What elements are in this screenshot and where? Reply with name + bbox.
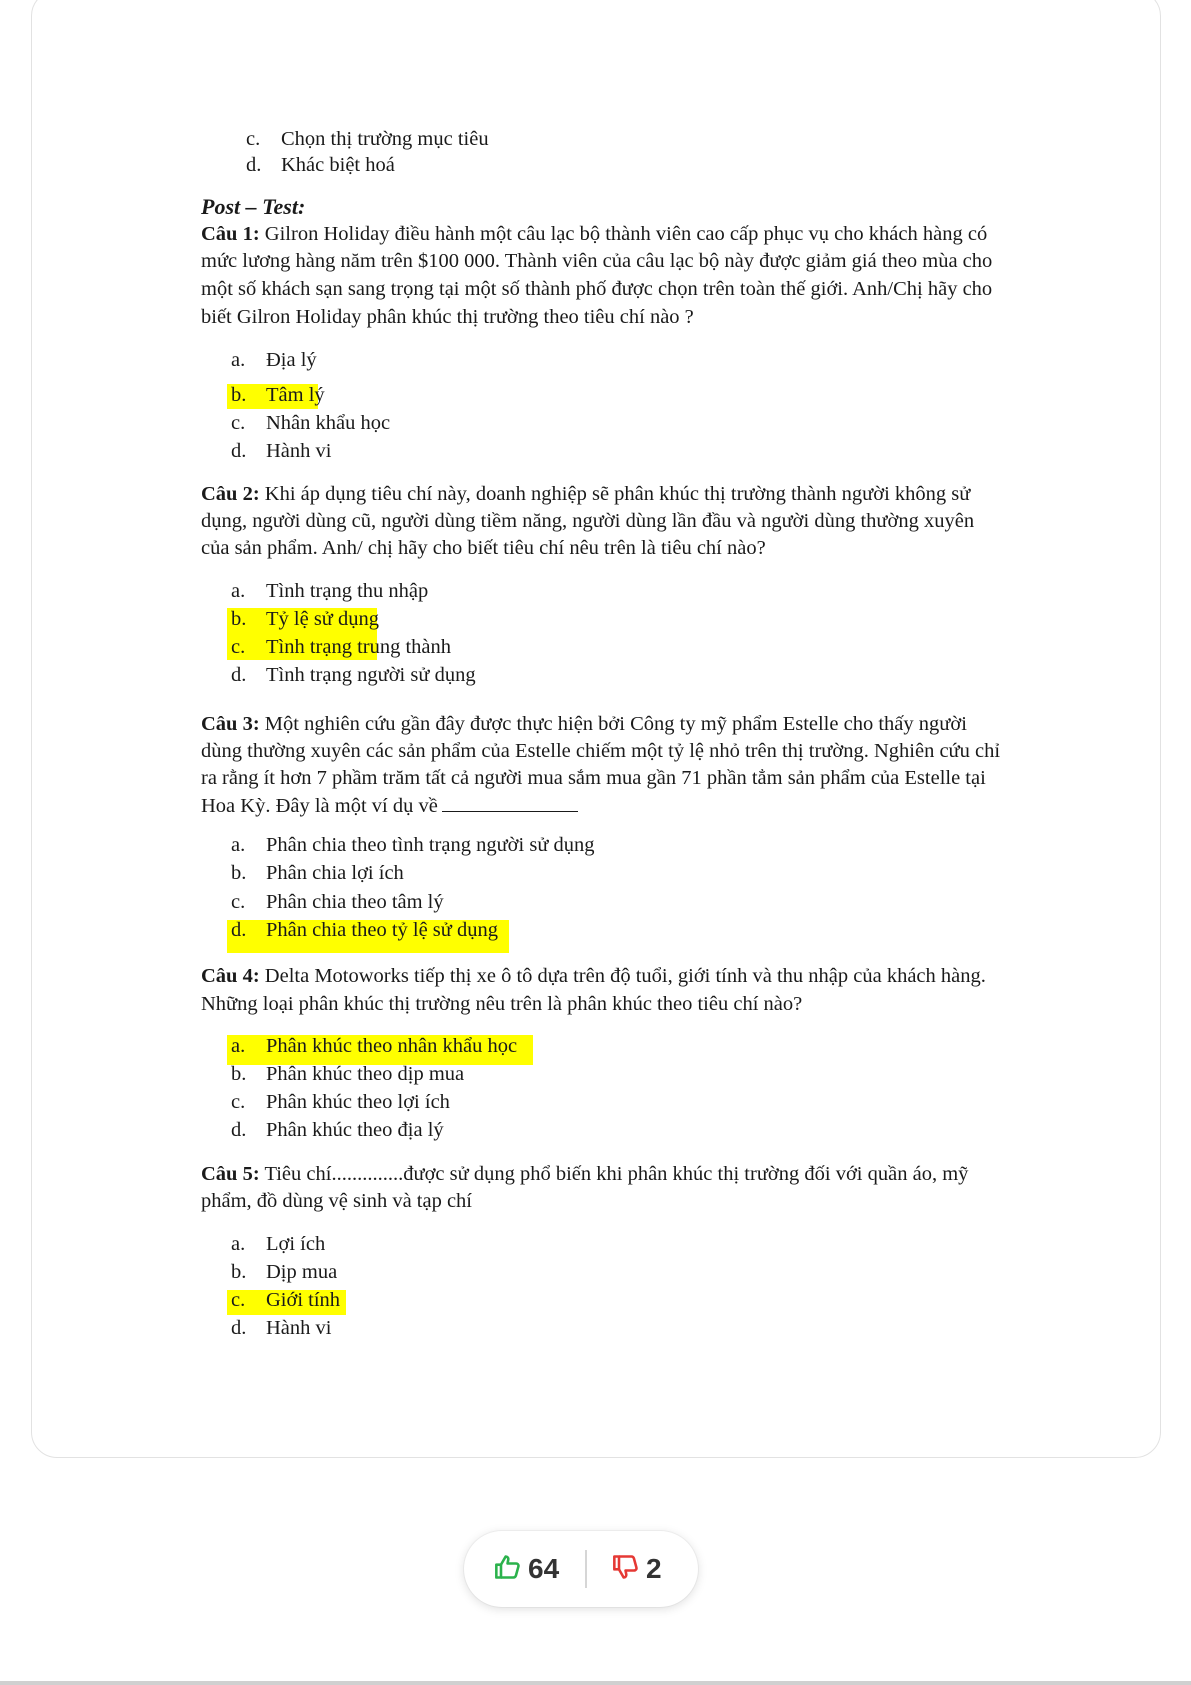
downvote-button[interactable] — [612, 1531, 662, 1607]
question-2-line-2: dụng, người dùng cũ, người dùng tiềm năng, người dùng lần đầu và người dùng thường xuyên — [201, 510, 975, 532]
question-3-option-c: c. Phân chia theo tâm lý — [231, 891, 444, 913]
question-3-line-2: dùng thường xuyên các sản phẩm của Estelle chiếm một tỷ lệ nhỏ trên thị trường. Nghiên cứu chỉ — [201, 740, 1001, 762]
question-1-line-3: một số khách sạn sang trọng tại một số thành phố được chọn trên toàn thế giới. Anh/Chị hãy cho — [201, 278, 993, 300]
question-1-option-b: b. Tâm lý — [231, 384, 325, 406]
question-5-option-c: c. Giới tính — [231, 1289, 341, 1311]
fill-in-blank — [442, 794, 578, 812]
question-4-option-b: b. Phân khúc theo dịp mua — [231, 1063, 465, 1085]
question-5-line-2: phẩm, đồ dùng vệ sinh và tạp chí — [201, 1190, 473, 1212]
question-4-option-d: d. Phân khúc theo địa lý — [231, 1119, 444, 1141]
question-2-option-c: c. Tình trạng trung thành — [231, 636, 452, 658]
question-2-option-a: a. Tình trạng thu nhập — [231, 580, 429, 602]
question-4-option-c: c. Phân khúc theo lợi ích — [231, 1091, 450, 1113]
question-5-line-1: Câu 5: Tiêu chí..............được sử dụng phổ biến khi phân khúc thị trường đối với quần áo, mỹ — [201, 1163, 969, 1185]
question-2-label: Câu 2: — [201, 483, 260, 505]
upvote-count: 64 — [528, 1553, 560, 1584]
question-2-line-1: Câu 2: Khi áp dụng tiêu chí này, doanh nghiệp sẽ phân khúc thị trường thành người không sử — [201, 483, 971, 505]
prev-option-c: c. Chọn thị trường mục tiêu — [246, 128, 489, 150]
post-test-heading: Post – Test: — [201, 194, 306, 219]
question-4-line-1: Câu 4: Delta Motoworks tiếp thị xe ô tô dựa trên độ tuổi, giới tính và thu nhập của khách hàng. — [201, 965, 986, 987]
question-5-option-d: d. Hành vi — [231, 1317, 332, 1339]
question-1-line-4: biết Gilron Holiday phân khúc thị trường theo tiêu chí nào ? — [201, 306, 694, 328]
question-3-option-a: a. Phân chia theo tình trạng người sử dụng — [231, 834, 595, 856]
question-3-line-4: Hoa Kỳ. Đây là một ví dụ về — [201, 792, 578, 820]
question-1-line-2: mức lương hàng năm trên $100 000. Thành viên của câu lạc bộ này được giảm giá theo mùa cho — [201, 250, 993, 272]
question-3-option-b: b. Phân chia lợi ích — [231, 862, 404, 884]
question-1-option-a: a. Địa lý — [231, 349, 317, 371]
bottom-strip — [0, 1681, 1191, 1685]
question-1-line-1: Câu 1: Gilron Holiday điều hành một câu lạc bộ thành viên cao cấp phục vụ cho khách hàng có — [201, 223, 988, 245]
question-4-label: Câu 4: — [201, 965, 260, 987]
question-5-option-a: a. Lợi ích — [231, 1233, 326, 1255]
question-3-option-d: d. Phân chia theo tỷ lệ sử dụng — [231, 919, 499, 941]
vote-divider — [585, 1550, 587, 1588]
question-1-option-c: c. Nhân khẩu học — [231, 412, 391, 434]
question-1-label: Câu 1: — [201, 223, 260, 245]
downvote-count: 2 — [646, 1553, 662, 1584]
document-page — [31, 0, 1161, 1458]
question-1-option-d: d. Hành vi — [231, 440, 332, 462]
prev-option-d: d. Khác biệt hoá — [246, 154, 395, 176]
question-3-line-3: ra rằng ít hơn 7 phầm trăm tất cả người mua sắm mua gần 71 phần tẳm sản phẩm của Estelle tại — [201, 767, 986, 789]
thumbs-up-icon — [494, 1553, 522, 1586]
upvote-button[interactable] — [494, 1531, 559, 1607]
question-5-label: Câu 5: — [201, 1163, 260, 1185]
thumbs-down-icon — [612, 1553, 640, 1586]
question-3-label: Câu 3: — [201, 713, 260, 735]
question-4-line-2: Những loại phân khúc thị trường nêu trên là phân khúc theo tiêu chí nào? — [201, 993, 803, 1015]
question-3-line-1: Câu 3: Một nghiên cứu gần đây được thực hiện bởi Công ty mỹ phẩm Estelle cho thấy người — [201, 713, 967, 735]
question-2-option-d: d. Tình trạng người sử dụng — [231, 664, 476, 686]
question-2-option-b: b. Tỷ lệ sử dụng — [231, 608, 380, 630]
question-5-option-b: b. Dịp mua — [231, 1261, 338, 1283]
question-4-option-a: a. Phân khúc theo nhân khẩu học — [231, 1035, 518, 1057]
vote-bar — [464, 1531, 698, 1607]
question-2-line-3: của sản phẩm. Anh/ chị hãy cho biết tiêu chí nêu trên là tiêu chí nào? — [201, 537, 766, 559]
